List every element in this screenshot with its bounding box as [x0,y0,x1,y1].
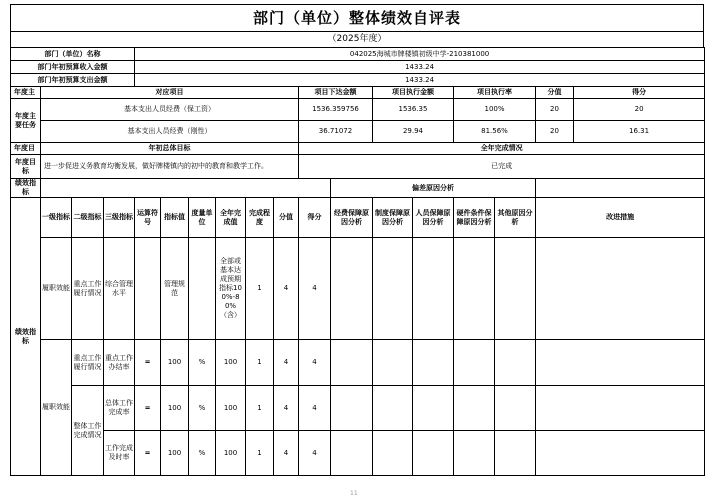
indicator-completed: 100 [216,340,246,386]
dept-name-row [11,48,705,61]
indicators-side-label: 绩效指标 [11,198,41,476]
task-score-value: 20 [536,99,574,121]
indicator-unit: % [189,340,216,386]
task-item: 基本支出人员经费（保工资） [41,99,299,121]
task-rate: 81.56% [454,121,536,143]
tasks-header-row [11,87,705,99]
indicator-level3: 重点工作办结率 [104,340,135,386]
indicator-score-value: 4 [274,238,299,340]
goals-side-label-lower: 年度目 标 [11,155,41,179]
col-level2: 二级指标 [72,198,104,238]
indicator-level2: 重点工作履行情况 [72,340,104,386]
indicator-level2: 重点工作履行情况 [72,238,104,340]
indicator-target: 100 [161,340,189,386]
indicator-completed: 100 [216,386,246,431]
tasks-side-label-lower: 年度主 要任务 [11,99,41,143]
indicator-score-value: 4 [274,431,299,476]
task-allocated: 36.71072 [299,121,373,143]
income-row [11,61,705,74]
indicator-target: 100 [161,431,189,476]
task-row [11,121,705,143]
indicator-degree: 1 [246,431,274,476]
indicator-operator [135,238,161,340]
tasks-col-score-value: 分值 [536,87,574,99]
indicator-unit: % [189,386,216,431]
indicator-score: 4 [299,238,331,340]
indicator-score: 4 [299,386,331,431]
indicator-score: 4 [299,340,331,386]
indicator-row [11,238,705,340]
col-deviation-other: 其他原因分析 [495,198,536,238]
task-score: 20 [574,99,705,121]
indicator-level1: 履职效能 [41,340,72,476]
indicator-degree: 1 [246,238,274,340]
indicator-score: 4 [299,431,331,476]
indicator-operator: = [135,386,161,431]
col-deviation-system: 制度保障原因分析 [373,198,413,238]
indicator-unit: % [189,431,216,476]
tasks-side-label: 年度主 [11,87,41,99]
tasks-col-score: 得分 [574,87,705,99]
goals-header-row [11,143,705,155]
task-executed: 1536.35 [373,99,454,121]
indicator-level3: 综合管理水平 [104,238,135,340]
indicator-row [11,431,705,476]
deviation-header: 偏差原因分析 [331,179,536,198]
indicator-level1: 履职效能 [41,238,72,340]
task-score: 16.31 [574,121,705,143]
indicator-row [11,340,705,386]
page-title: 部门（单位）整体绩效自评表 [10,4,704,31]
indicator-operator: = [135,340,161,386]
expense-row [11,74,705,87]
indicator-operator: = [135,431,161,476]
col-level1: 一级指标 [41,198,72,238]
year-label: （2025年度） [10,31,704,47]
tasks-col-allocated: 项目下达金额 [299,87,373,99]
task-executed: 29.94 [373,121,454,143]
evaluation-table [10,47,705,476]
dept-name-label: 部门（单位）名称 [11,48,135,61]
indicator-score-value: 4 [274,340,299,386]
expense-label: 部门年初预算支出金额 [11,74,135,87]
page-number: 11 [350,490,358,497]
col-operator: 运算符号 [135,198,161,238]
task-rate: 100% [454,99,536,121]
col-degree: 完成程度 [246,198,274,238]
indicator-target: 管理规范 [161,238,189,340]
indicator-level2: 整体工作完成情况 [72,386,104,476]
expense-value: 1433.24 [135,74,705,87]
task-row [11,99,705,121]
indicator-degree: 1 [246,340,274,386]
indicators-top-row [11,179,705,198]
evaluation-sheet [10,4,704,476]
col-score: 得分 [299,198,331,238]
col-target: 指标值 [161,198,189,238]
col-unit: 度量单位 [189,198,216,238]
col-score-value: 分值 [274,198,299,238]
indicators-header-row [11,198,705,238]
col-deviation-funding: 经费保障原因分析 [331,198,373,238]
col-deviation-hardware: 硬件条件保障原因分析 [454,198,495,238]
task-item: 基本支出人员经费（刚性） [41,121,299,143]
indicator-target: 100 [161,386,189,431]
indicator-degree: 1 [246,386,274,431]
indicators-side-label-top: 绩效指标 [11,179,41,198]
goals-side-label: 年度目 [11,143,41,155]
tasks-col-executed: 项目执行金额 [373,87,454,99]
tasks-col-rate: 项目执行率 [454,87,536,99]
indicator-completed: 100 [216,431,246,476]
col-completed: 全年完成值 [216,198,246,238]
income-label: 部门年初预算收入金额 [11,61,135,74]
col-level3: 三级指标 [104,198,135,238]
indicator-level3: 总体工作完成率 [104,386,135,431]
goals-completion-header: 全年完成情况 [299,143,705,155]
income-value: 1433.24 [135,61,705,74]
task-score-value: 20 [536,121,574,143]
indicator-unit [189,238,216,340]
tasks-col-item: 对应项目 [41,87,299,99]
task-allocated: 1536.359756 [299,99,373,121]
indicator-level3: 工作完成及时率 [104,431,135,476]
goals-overall-header: 年初总体目标 [41,143,299,155]
col-improve: 改进措施 [536,198,705,238]
goals-overall-text: 进一步促进义务教育均衡发展，做好牌楼镇内的初中的教育和教学工作。 [41,155,299,179]
col-deviation-staff: 人员保障原因分析 [413,198,454,238]
indicator-score-value: 4 [274,386,299,431]
goals-content-row [11,155,705,179]
indicator-row [11,386,705,431]
indicator-completed: 全部或基本达成预期指标100%-80%（含） [216,238,246,340]
dept-name-value: 042025海城市牌楼镇初级中学-210381000 [135,48,705,61]
goals-completion-text: 已完成 [299,155,705,179]
